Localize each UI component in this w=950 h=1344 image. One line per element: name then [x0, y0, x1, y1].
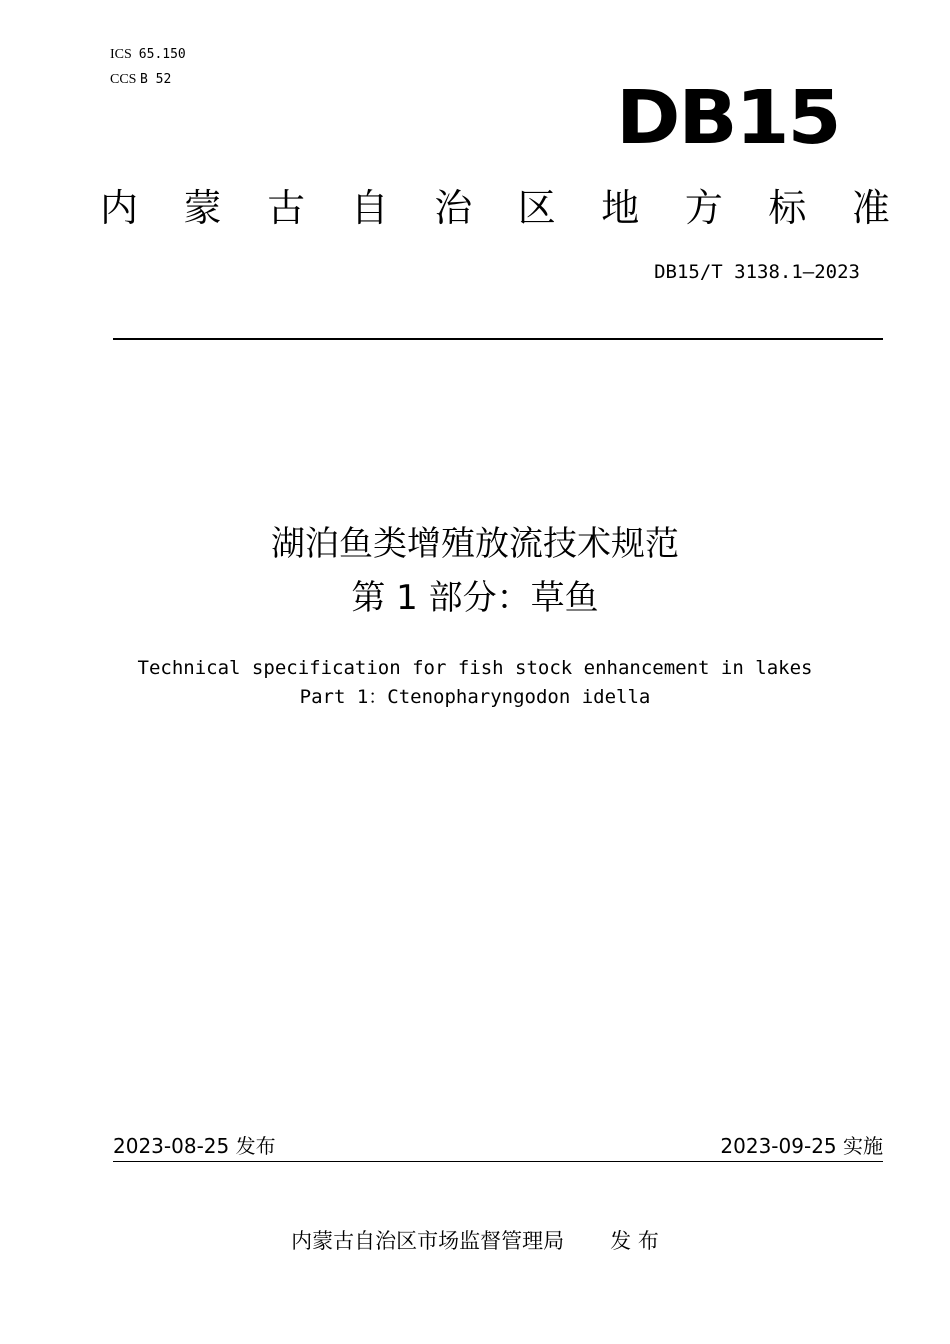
effective-date: 2023-09-25 实施 [720, 1134, 883, 1158]
standard-type-char: 蒙 [183, 186, 222, 230]
standard-type-char: 标 [768, 186, 807, 230]
ccs-value: B 52 [139, 72, 172, 87]
standard-type-char: 内 [100, 186, 139, 230]
ics-label: ICS [110, 47, 132, 62]
db15-logo: DB15 [616, 75, 840, 161]
issuer-action: 发 布 [610, 1229, 659, 1253]
standard-type-char: 古 [267, 186, 306, 230]
footer-divider [113, 1161, 883, 1162]
title-chinese-part: 第 1 部分：草鱼 [351, 578, 599, 618]
title-chinese-main: 湖泊鱼类增殖放流技术规范 [271, 524, 679, 564]
standard-type-heading [100, 184, 890, 232]
standard-type-char: 治 [434, 186, 473, 230]
issuer-organization: 内蒙古自治区市场监督管理局 [291, 1229, 565, 1253]
standard-type-char: 自 [350, 186, 389, 230]
ccs-label: CCS [110, 72, 137, 87]
ics-value: 65.150 [138, 47, 186, 62]
standard-type-char: 区 [517, 186, 556, 230]
standard-type-char: 地 [601, 186, 640, 230]
header-divider [113, 338, 883, 340]
ics-code [110, 47, 186, 63]
standard-type-char: 方 [684, 186, 723, 230]
standard-type-char: 准 [851, 186, 890, 230]
publish-date: 2023-08-25 发布 [113, 1134, 276, 1158]
issuer-line [0, 1227, 950, 1255]
standard-number: DB15/T 3138.1—2023 [654, 261, 860, 283]
title-english-part: Part 1：Ctenopharyngodon idella [299, 686, 651, 708]
title-english-main: Technical specification for fish stock enhancement in lakes [137, 657, 813, 679]
ccs-code [110, 72, 171, 88]
